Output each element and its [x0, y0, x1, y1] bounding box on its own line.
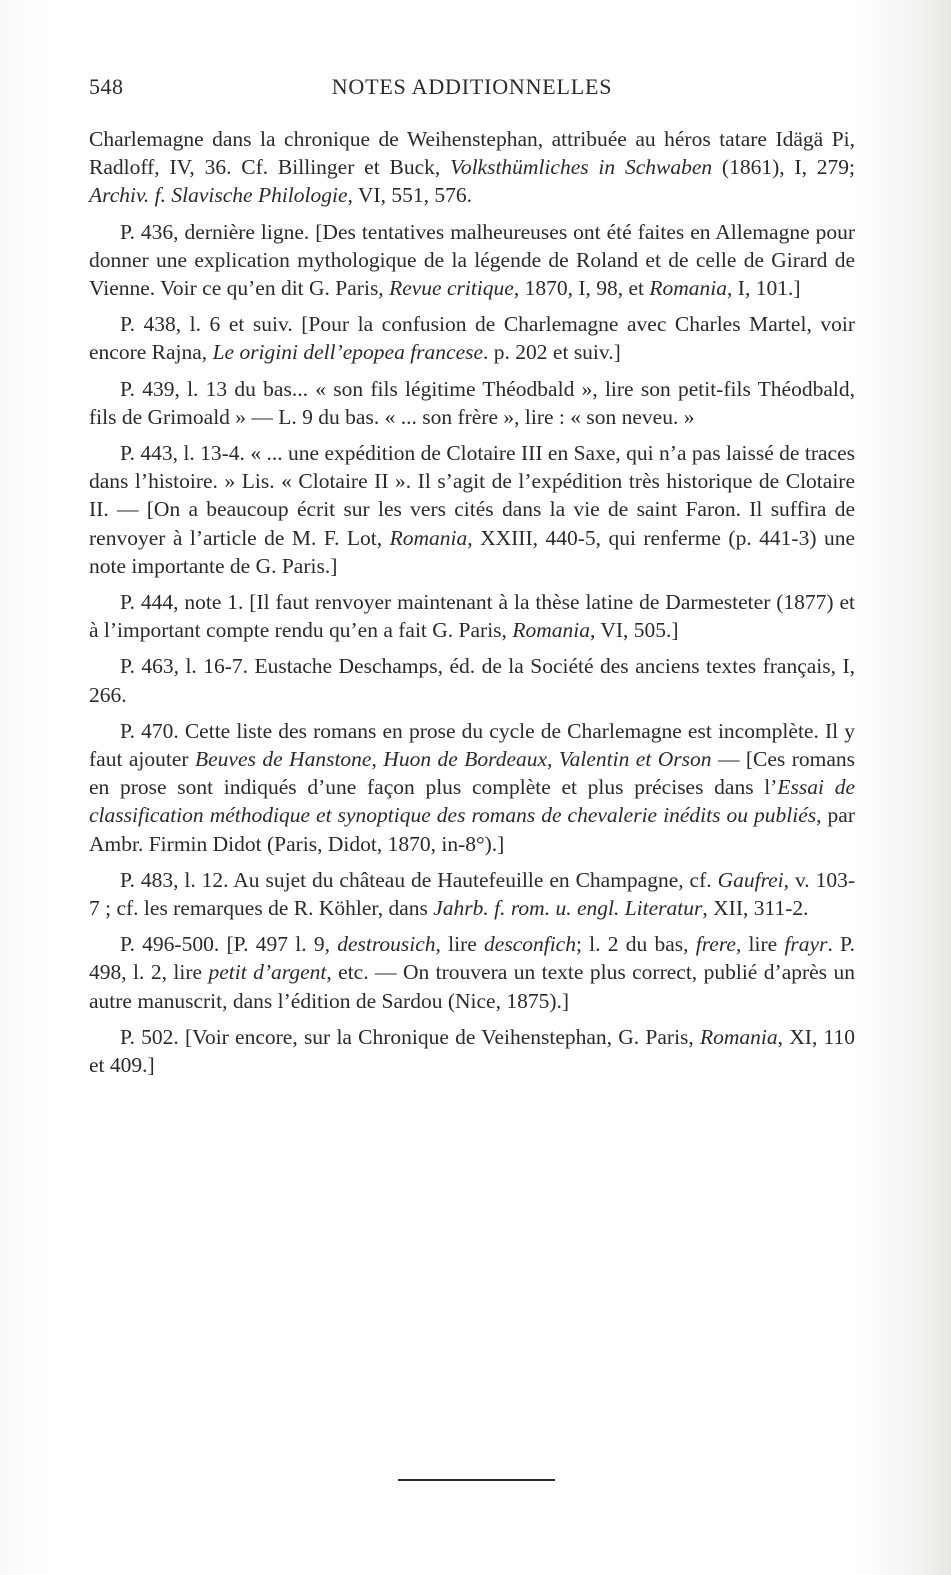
note-paragraph	[89, 652, 855, 708]
italic-title: Volksthümliches in Schwaben	[450, 155, 713, 180]
note-paragraph	[89, 375, 855, 431]
note-text: P. 438, l. 6 et suiv. [Pour la confusion de Charlemagne avec Charles Martel, voir encore Rajna,	[89, 312, 855, 365]
note-text: , lire	[735, 932, 785, 957]
note-text: P. 444, note 1. [Il faut renvoyer maintenant à la thèse latine de Darmesteter (1877) et à l’important compte rendu qu’en a fait G. Paris,	[89, 590, 855, 643]
note-text: P. 496-500. [P. 497 l. 9,	[120, 932, 338, 957]
italic-title: Huon de Bordeaux	[383, 747, 548, 772]
note-text: P. 470. Cette liste des romans en prose du cycle de Charlemagne est incomplète. Il y faut ajouter	[89, 718, 855, 772]
note-paragraph	[89, 125, 855, 210]
note-text: — [Ces romans en prose sont indiqués d’une façon plus complète et plus précises dans l’	[89, 747, 856, 800]
italic-title: destrousich	[337, 932, 436, 957]
note-text: , XI, 110 et 409.]	[89, 1024, 855, 1078]
note-text: , par Ambr. Firmin Didot (Paris, Didot, 1870, in-8°).]	[89, 803, 856, 856]
note-paragraph	[89, 588, 855, 644]
italic-title: Le origini dell’epopea francese	[212, 340, 484, 365]
note-text: , 1870, I, 98, et	[513, 276, 650, 301]
note-text: P. 463, l. 16-7. Eustache Deschamps, éd. de la Société des anciens textes français, I, 266.	[89, 654, 855, 707]
note-text: , lire	[435, 932, 485, 957]
note-text: , XII, 311-2.	[702, 896, 809, 921]
note-text: P. 483, l. 12. Au sujet du château de Hautefeuille en Champagne, cf.	[120, 867, 718, 892]
note-text: ; l. 2 du bas,	[575, 932, 696, 957]
note-text: P. 502. [Voir encore, sur la Chronique de Veihenstephan, G. Paris,	[120, 1024, 701, 1049]
note-text: , VI, 551, 576.	[347, 183, 472, 208]
note-text: , I, 101.]	[727, 276, 801, 301]
italic-title: Romania	[389, 525, 468, 550]
note-paragraph	[89, 717, 855, 858]
italic-title: desconfich	[484, 932, 576, 957]
italic-title: Romania	[649, 276, 728, 301]
italic-title: Jahrb. f. rom. u. engl. Literatur	[433, 896, 703, 921]
running-title: NOTES ADDITIONNELLES	[331, 74, 613, 99]
note-text: (1861), I, 279;	[712, 155, 855, 180]
italic-title: Archiv. f. Slavische Philologie	[89, 183, 348, 208]
italic-title: frayr	[784, 932, 828, 957]
italic-title: Romania	[512, 618, 590, 643]
italic-title: Essai de classification méthodique et synoptique des romans de chevalerie inédits ou publiés	[89, 775, 855, 828]
note-text: P. 443, l. 13-4. « ... une expédition de Clotaire III en Saxe, qui n’a pas laissé de traces dans l’histoire. » Lis. « Clotaire II ». Il s’agit de l’expédition très historique de Clotaire II. — [On a beaucoup écrit sur les vers cités dans la vie de saint Faron. Il suffira de renvoyer à l’article de M. F. Lot,	[89, 441, 855, 550]
note-paragraph	[89, 439, 855, 580]
note-text: ,	[547, 747, 559, 772]
closing-rule	[398, 1479, 555, 1481]
italic-title: Romania	[700, 1024, 778, 1049]
italic-title: Valentin et Orson	[558, 747, 712, 772]
italic-title: Gaufrei	[717, 867, 784, 892]
italic-title: petit d’argent	[208, 960, 327, 985]
italic-title: Beuves de Hanstone	[195, 747, 372, 772]
note-text: , XXIII, 440-5, qui renferme (p. 441-3) une note importante de G. Paris.]	[89, 525, 855, 578]
page-number: 548	[89, 74, 124, 99]
note-text: Charlemagne dans la chronique de Weihenstephan, attribuée au héros tatare Idägä Pi, Radloff, IV, 36. Cf. Billinger et Buck,	[89, 127, 855, 180]
note-text: , v. 103-7 ; cf. les remarques de R. Köhler, dans	[89, 867, 856, 921]
note-text: , etc. — On trouvera un texte plus correct, publié d’après un autre manuscrit, dans l’édition de Sardou (Nice, 1875).]	[89, 960, 855, 1013]
note-paragraph	[89, 1023, 855, 1079]
note-paragraph	[89, 218, 855, 303]
note-text: ,	[371, 747, 384, 772]
note-text: , VI, 505.]	[589, 618, 679, 643]
italic-title: frere	[695, 932, 736, 957]
note-text: P. 436, dernière ligne. [Des tentatives malheureuses ont été faites en Allemagne pour donner une explication mythologique de la légende de Roland et de celle de Girard de Vienne. Voir ce qu’en dit G. Paris,	[89, 219, 855, 301]
note-paragraph	[89, 866, 855, 922]
note-text: . P. 498, l. 2, lire	[89, 932, 855, 985]
notes-body	[89, 125, 855, 1087]
note-paragraph	[89, 930, 855, 1015]
note-text: . p. 202 et suiv.]	[483, 340, 621, 365]
note-paragraph	[89, 310, 855, 366]
italic-title: Revue critique	[389, 276, 514, 301]
note-text: P. 439, l. 13 du bas... « son fils légitime Théodbald », lire son petit-fils Théodbald, fils de Grimoald » — L. 9 du bas. « ... son frère », lire : « son neveu. »	[89, 376, 855, 429]
page-header	[89, 74, 855, 104]
